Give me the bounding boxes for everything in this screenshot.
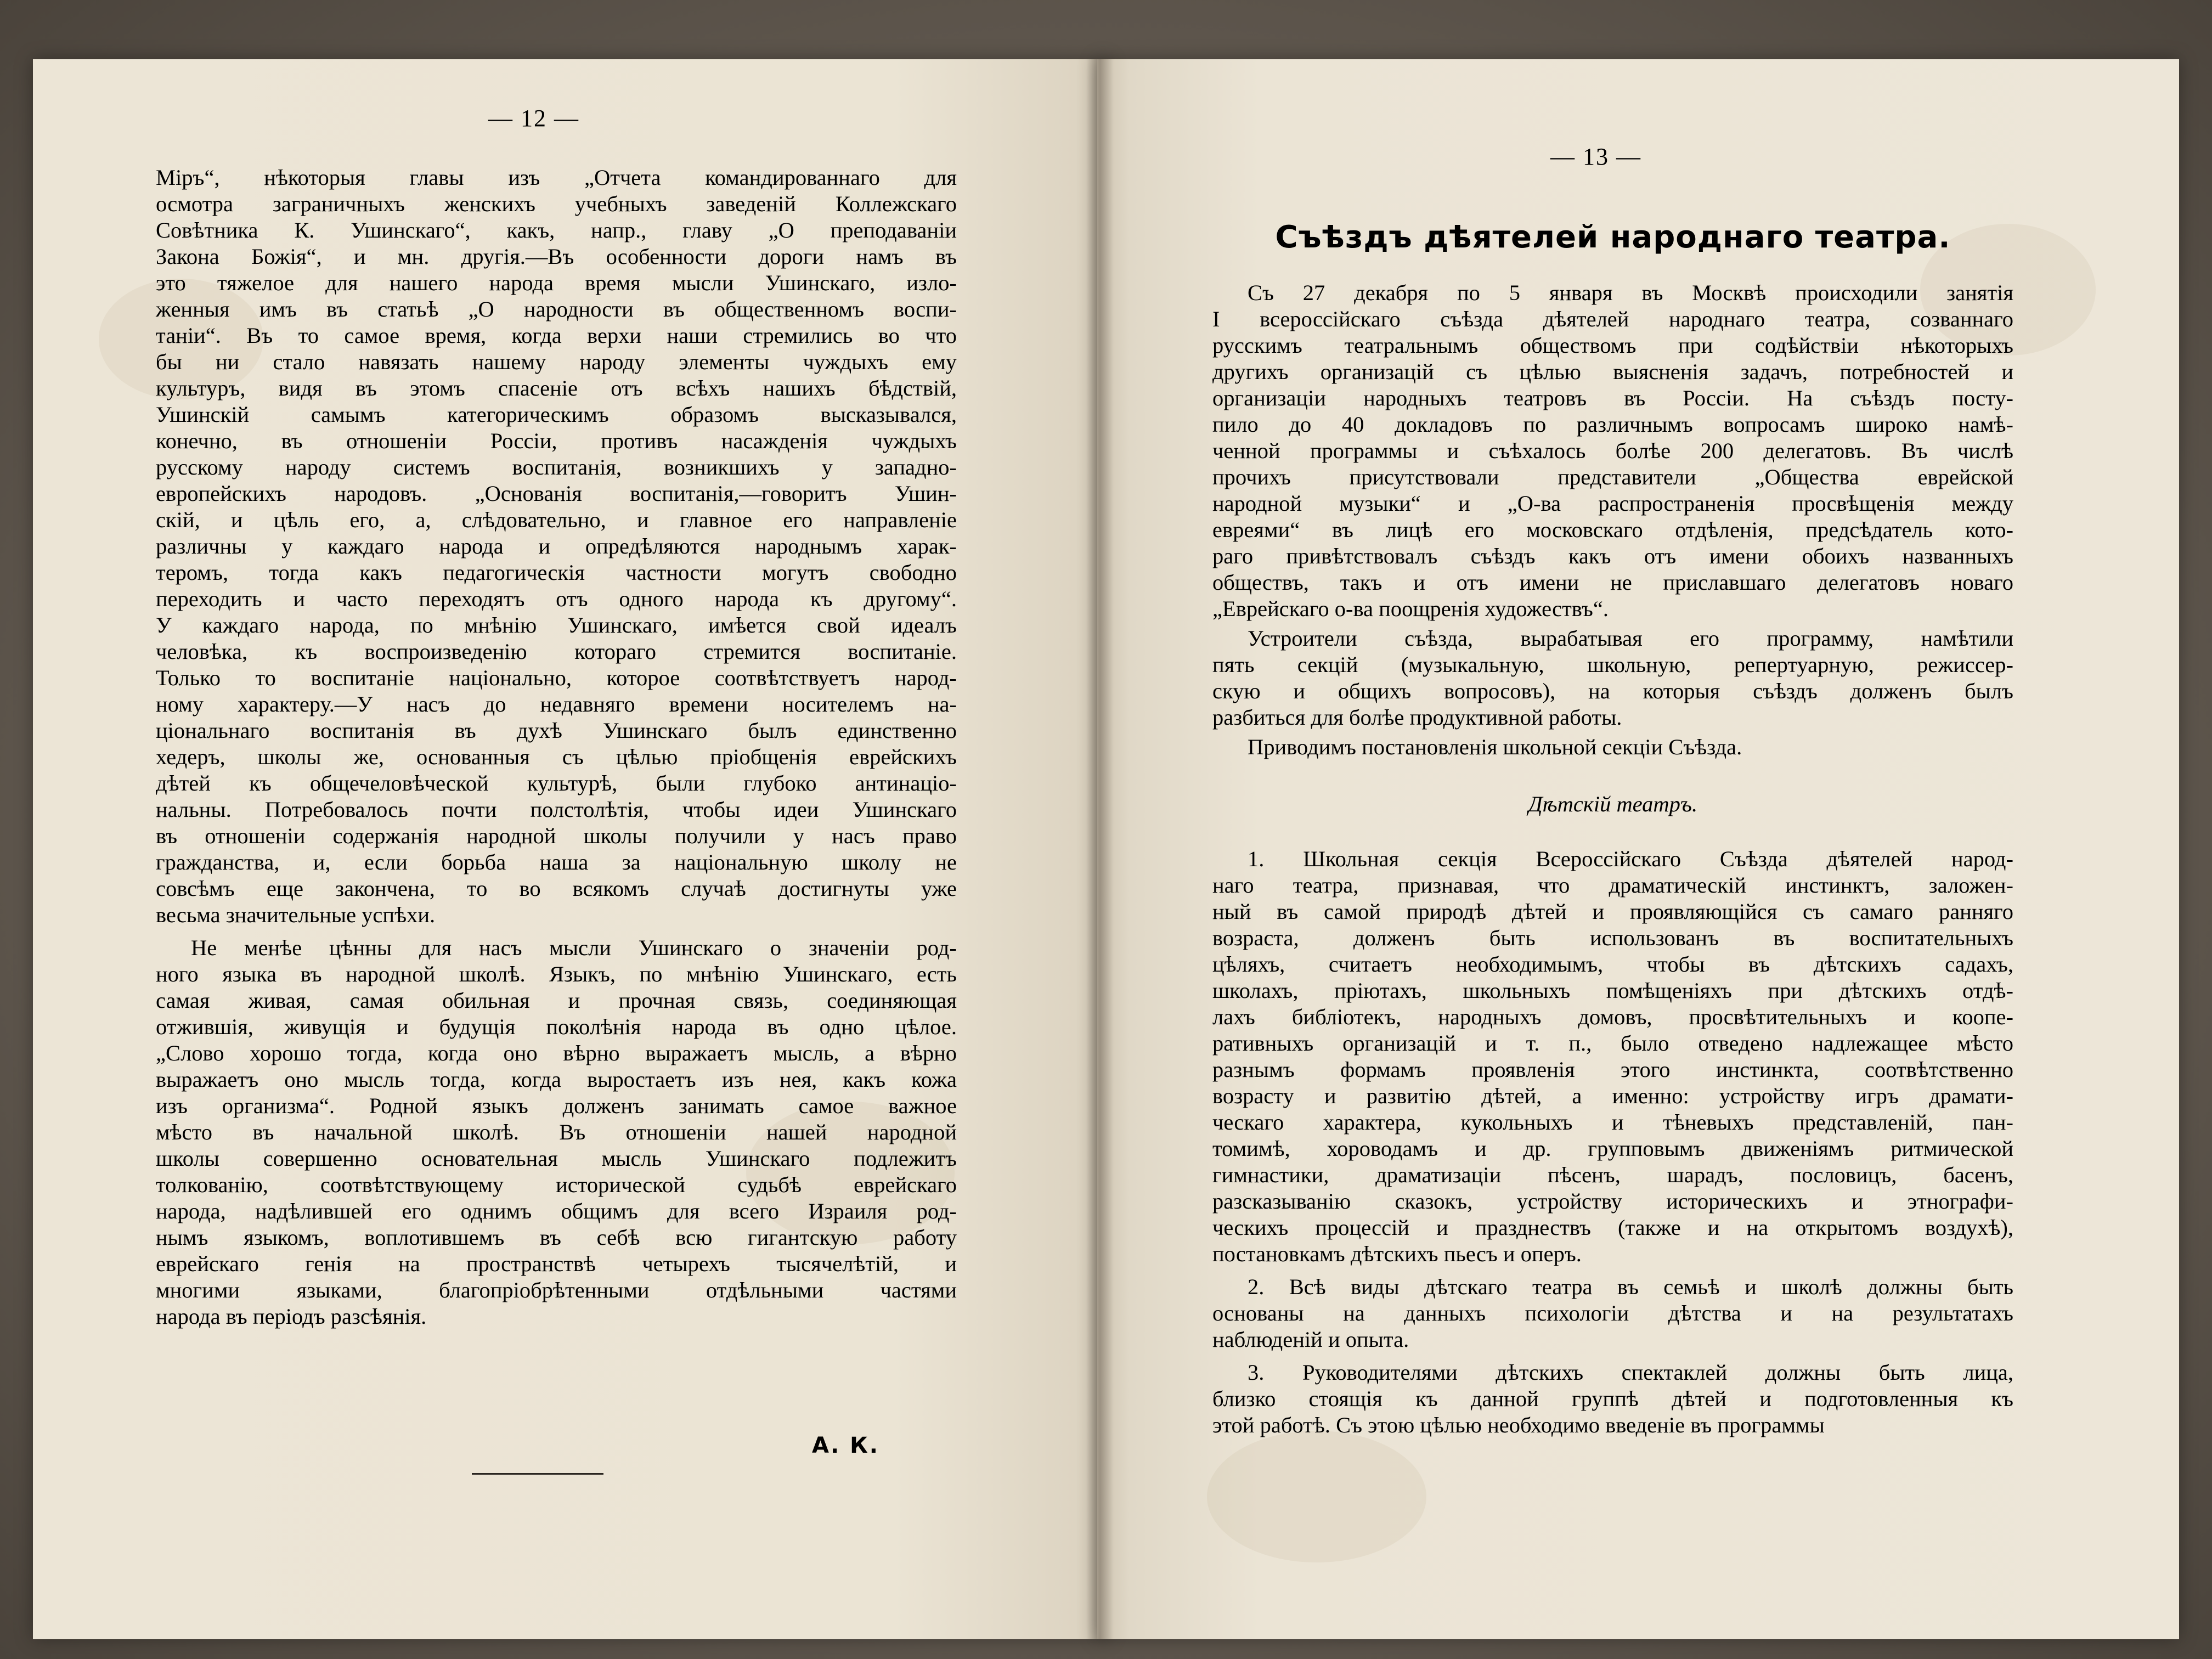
author-signature: А. К. <box>812 1433 879 1458</box>
text-line: прочихъ присутствовали представители „Общества еврейской <box>1212 465 2013 489</box>
text-line: Приводимъ постановленія школьной секціи Съѣзда. <box>1248 735 1742 759</box>
text-line: бы ни стало навязать нашему народу элементы чуждыхъ ему <box>156 349 957 374</box>
text-line: народа въ періодъ разсѣянія. <box>156 1304 427 1329</box>
text-line: изъ организма“. Родной языкъ долженъ занимать самое важное <box>156 1093 957 1118</box>
text-line: ному характеру.—У насъ до недавняго времени носителемъ на- <box>156 692 957 716</box>
text-line: постановкамъ дѣтскихъ пьесъ и оперъ. <box>1212 1242 1582 1266</box>
text-line: Только то воспитаніе національно, которое соотвѣтствуетъ народ- <box>156 665 957 690</box>
text-line: возрасту и развитію дѣтей, а именно: устройству игръ драмати- <box>1212 1084 2013 1108</box>
text-line: другихъ организацій съ цѣлью выясненія задачъ, потребностей и <box>1212 359 2013 384</box>
text-line: близко стоящія къ данной группѣ дѣтей и подготовленныя къ <box>1212 1386 2013 1411</box>
text-line: русскимъ театральнымъ обществомъ при содѣйствіи нѣкоторыхъ <box>1212 333 2013 358</box>
text-line: дѣтей къ общечеловѣческой культурѣ, были глубоко антинаціо- <box>156 771 957 795</box>
page-number-right: — 13 — <box>1550 143 1641 170</box>
text-line: лахъ библіотекъ, народныхъ домовъ, просвѣтительныхъ и коопе- <box>1212 1005 2013 1029</box>
text-line: возраста, долженъ быть использованъ въ воспитательныхъ <box>1212 926 2013 950</box>
text-line: этой работѣ. Съ этою цѣлью необходимо введеніе въ программы <box>1212 1413 1825 1437</box>
text-line: осмотра заграничныхъ женскихъ учебныхъ заведеній Коллежскаго <box>156 191 957 216</box>
text-line: переходить и часто переходятъ отъ одного народа къ другому“. <box>156 586 957 611</box>
text-line: скій, и цѣль его, а, слѣдовательно, и главное его направленіе <box>156 507 957 532</box>
text-line: въ отношеніи содержанія народной школы получили у насъ право <box>156 823 957 848</box>
text-line: ративныхъ организацій и т. п., было отведено надлежащее мѣсто <box>1212 1031 2013 1056</box>
text-line: 2. Всѣ виды дѣтскаго театра въ семьѣ и школѣ должны быть <box>1248 1274 2013 1299</box>
text-line: культуръ, видя въ этомъ спасеніе отъ всѣхъ нашихъ бѣдствій, <box>156 376 957 400</box>
text-line: ческихъ процессій и празднествъ (также и на открытомъ воздухѣ), <box>1212 1215 2013 1240</box>
text-line: обществъ, такъ и отъ имени не приславшаго делегатовъ новаго <box>1212 570 2013 595</box>
text-line: Съ 27 декабря по 5 января въ Москвѣ происходили занятія <box>1248 280 2013 305</box>
text-line: ный въ самой природѣ дѣтей и проявляющійся съ самаго ранняго <box>1212 899 2013 924</box>
left-page-text <box>156 165 957 1336</box>
text-line: весьма значительные успѣхи. <box>156 902 436 927</box>
text-line: наблюденій и опыта. <box>1212 1327 1409 1352</box>
text-line: самая живая, самая обильная и прочная связь, соединяющая <box>156 988 957 1013</box>
text-line: Не менѣе цѣнны для насъ мысли Ушинскаго о значеніи род- <box>191 935 957 960</box>
paragraph <box>1212 280 2013 622</box>
text-line: Міръ“, нѣкоторыя главы изъ „Отчета командированнаго для <box>156 165 957 190</box>
text-line: основаны на данныхъ психологіи дѣтства и на результатахъ <box>1212 1301 2013 1325</box>
paragraph <box>1212 625 2013 731</box>
text-line: народной музыки“ и „О-ва распространенія просвѣщенія между <box>1212 491 2013 516</box>
paragraph <box>1212 846 2013 1267</box>
text-line: разбиться для болѣе продуктивной работы. <box>1212 705 1622 730</box>
text-line: цѣляхъ, считаетъ необходимымъ, чтобы въ дѣтскихъ садахъ, <box>1212 952 2013 977</box>
text-line: мѣсто въ начальной школѣ. Въ отношеніи нашей народной <box>156 1120 957 1144</box>
text-line: I всероссійскаго съѣзда дѣятелей народнаго театра, созваннаго <box>1212 307 2013 331</box>
text-line: ціональнаго воспитанія въ духѣ Ушинскаго былъ единственно <box>156 718 957 743</box>
text-line: Совѣтника К. Ушинскаго“, какъ, напр., главу „О преподаваніи <box>156 218 957 242</box>
right-page-text <box>1212 280 2013 1445</box>
text-line: Закона Божія“, и мн. другія.—Въ особенности дороги намъ въ <box>156 244 957 269</box>
paragraph <box>156 165 957 928</box>
paragraph <box>156 935 957 1330</box>
page-number-left: — 12 — <box>488 105 579 132</box>
paragraph <box>1212 734 2013 760</box>
text-line: пило до 40 докладовъ по различнымъ вопросамъ широко намѣ- <box>1212 412 2013 437</box>
text-line: раго привѣтствовалъ съѣздъ какъ отъ имени обоихъ названныхъ <box>1212 544 2013 568</box>
paragraph <box>1212 1359 2013 1438</box>
text-line: Ушинскій самымъ категорическимъ образомъ высказывался, <box>156 402 957 427</box>
end-rule <box>472 1473 603 1475</box>
text-line: гражданства, и, если борьба наша за національную школу не <box>156 850 957 874</box>
text-line: скую и общихъ вопросовъ), на которыя съѣздъ долженъ былъ <box>1212 679 2013 703</box>
text-line: организаціи народныхъ театровъ въ Россіи. На съѣздъ посту- <box>1212 386 2013 410</box>
text-line: разсказыванію сказокъ, устройству историческихъ и этнографи- <box>1212 1189 2013 1214</box>
text-line: „Слово хорошо тогда, когда оно вѣрно выражаетъ мысль, а вѣрно <box>156 1041 957 1065</box>
text-line: гимнастики, драматизаціи пѣсенъ, шарадъ, пословицъ, басенъ, <box>1212 1163 2013 1187</box>
text-line: школахъ, пріютахъ, школьныхъ помѣщеніяхъ при дѣтскихъ отдѣ- <box>1212 978 2013 1003</box>
paper-stain <box>1207 1431 1426 1562</box>
paragraph <box>1212 1274 2013 1353</box>
text-line: наго театра, признавая, что драматическій инстинктъ, заложен- <box>1212 873 2013 898</box>
text-line: томимѣ, хороводамъ и др. групповымъ движеніямъ ритмической <box>1212 1136 2013 1161</box>
text-line: пять секцій (музыкальную, школьную, репертуарную, режиссер- <box>1212 652 2013 677</box>
text-line: конечно, въ отношеніи Россіи, противъ насажденія чуждыхъ <box>156 428 957 453</box>
text-line: таніи“. Въ то самое время, когда верхи наши стремились во что <box>156 323 957 348</box>
text-line: У каждаго народа, по мнѣнію Ушинскаго, имѣется свой идеалъ <box>156 613 957 637</box>
text-line: различны у каждаго народа и опредѣляются народнымъ харак- <box>156 534 957 558</box>
text-line: русскому народу системъ воспитанія, возникшихъ у западно- <box>156 455 957 479</box>
text-line: нымъ языкомъ, воплотившемъ въ себѣ всю гигантскую работу <box>156 1225 957 1250</box>
text-line: евреями“ въ лицѣ его московскаго отдѣленія, предсѣдатель кото- <box>1212 517 2013 542</box>
text-line: совсѣмъ еще закончена, то во всякомъ случаѣ достигнуты уже <box>156 876 957 901</box>
text-line: это тяжелое для нашего народа время мысли Ушинскаго, изло- <box>156 270 957 295</box>
text-line: „Еврейскаго о-ва поощренія художествъ“. <box>1212 596 1609 621</box>
text-line: отжившія, живущія и будущія поколѣнія народа въ одно цѣлое. <box>156 1014 957 1039</box>
text-line: хедеръ, школы же, основанныя съ цѣлью пріобщенія еврейскихъ <box>156 744 957 769</box>
text-line: 1. Школьная секція Всероссійскаго Съѣзда дѣятелей народ- <box>1248 847 2013 871</box>
text-line: разнымъ формамъ проявленія этого инстинкта, соотвѣтственно <box>1212 1057 2013 1082</box>
text-line: 3. Руководителями дѣтскихъ спектаклей должны быть лица, <box>1248 1360 2013 1385</box>
text-line: народа, надѣлившей его однимъ общимъ для всего Израиля род- <box>156 1199 957 1223</box>
text-line: теромъ, тогда какъ педагогическія частности могутъ свободно <box>156 560 957 585</box>
text-line: толкованію, соотвѣтствующему исторической судьбѣ еврейскаго <box>156 1172 957 1197</box>
text-line: ченной программы и съѣхалось болѣе 200 делегатовъ. Въ числѣ <box>1212 438 2013 463</box>
text-line: ного языка въ народной школѣ. Языкъ, по мнѣнію Ушинскаго, есть <box>156 962 957 986</box>
text-line: выражаетъ оно мысль тогда, когда выростаетъ изъ нея, какъ кожа <box>156 1067 957 1092</box>
text-line: школы совершенно основательная мысль Ушинскаго подлежитъ <box>156 1146 957 1171</box>
article-title: Съѣздъ дѣятелей народнаго театра. <box>1275 219 1951 255</box>
text-line: человѣка, къ воспроизведенію котораго стремится воспитаніе. <box>156 639 957 664</box>
text-line: многими языками, благопріобрѣтенными отдѣльными частями <box>156 1278 957 1302</box>
text-line: нальны. Потребовалось почти полстолѣтія, чтобы идеи Ушинскаго <box>156 797 957 822</box>
text-line: женныя имъ въ статьѣ „О народности въ общественномъ воспи- <box>156 297 957 321</box>
section-heading: Дѣтскій театръ. <box>1528 792 1698 816</box>
text-line: еврейскаго генія на пространствѣ четырехъ тысячелѣтій, и <box>156 1251 957 1276</box>
text-line: ческаго характера, кукольныхъ и тѣневыхъ представленій, пан- <box>1212 1110 2013 1135</box>
text-line: европейскихъ народовъ. „Основанія воспитанія,—говоритъ Ушин- <box>156 481 957 506</box>
text-line: Устроители съѣзда, вырабатывая его программу, намѣтили <box>1248 626 2013 651</box>
book-gutter-shadow <box>1086 59 1114 1639</box>
